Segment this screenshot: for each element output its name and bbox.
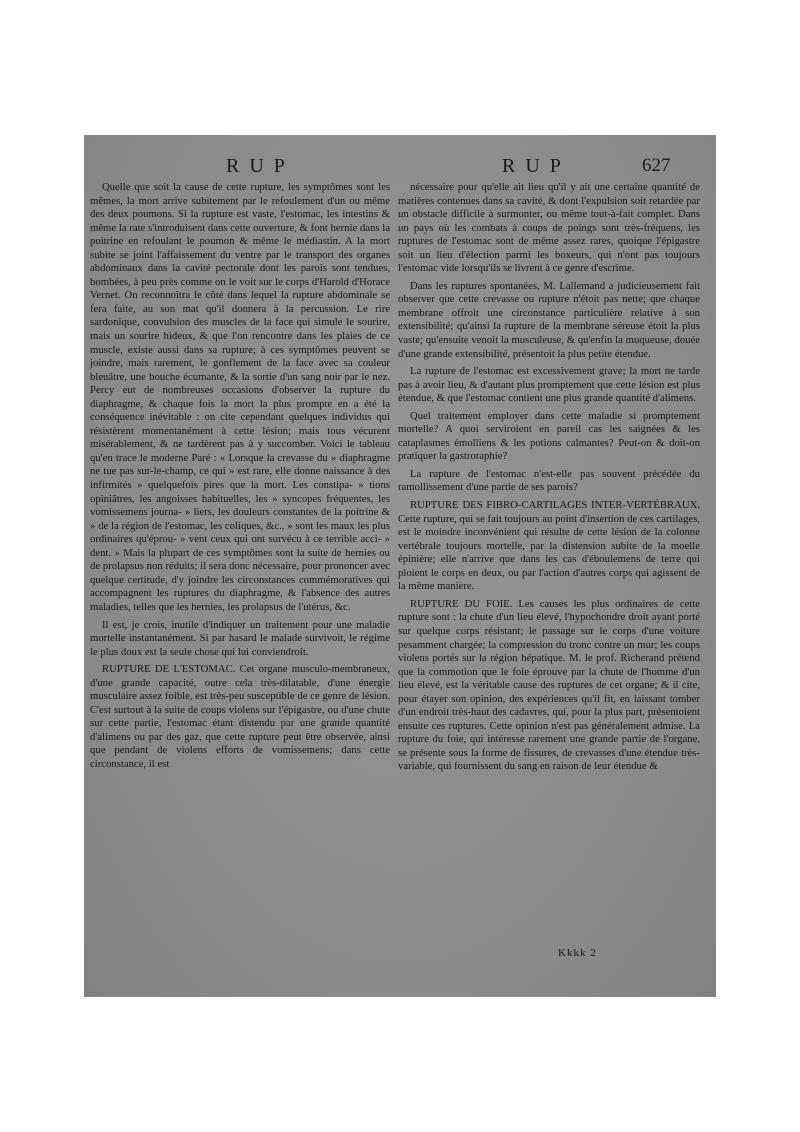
paragraph: La rupture de l'estomac n'est-elle pas souvent précédée du ramollissement d'une partie de ses parois? — [398, 467, 700, 494]
paragraph: La rupture de l'estomac est excessivement grave; la mort ne tarde pas à avoir lieu, & d'autant plus promptement que cette lésion est plus étendue, & que l'estomac contient une plus grande quantité d'alimens. — [398, 365, 700, 405]
paragraph: RUPTURE DE L'ESTOMAC. Cet organe musculo-membraneux, d'une grande capacité, outre cela très-dilatable, d'une énergie musculaire assez foible, est très-peu susceptible de ce genre de lésion. C'est surtout à la suite de coups violens sur l'épigastre, ou d'une chute sur cette partie, l'estomac étant distendu par une grande quantité d'alimens ou par des gaz, que cette rupture peut être observée, ainsi que pendant de violens efforts de vomissemens; dans cette circonstance, il est — [90, 663, 390, 770]
paragraph: Il est, je crois, inutile d'indiquer un traitement pour une maladie mortelle instantanément. Si par hasard le malade survivoit, le régime le plus doux est la seule chose qui lui conviendroit. — [90, 618, 390, 658]
paragraph: RUPTURE DES FIBRO-CARTILAGES INTER-VERTÉBRAUX. Cette rupture, qui se fait toujours au point d'insertion de ces cartilages, est le moindre inconvénient qui résulte de cette lésion de la colonne vertébrale toujours mortelle, par la distension subite de la moelle épinière; elle n'arrive que dans les cas d'éboulemens de terre qui ploient le corps en deux, ou par l'action d'autres corps qui agissent de la même manière. — [398, 499, 700, 593]
scanned-page — [84, 135, 716, 997]
running-head-right: RUP — [502, 155, 571, 177]
paragraph: Quel traitement employer dans cette maladie si promptement mortelle? A quoi serviroient en pareil cas les saignées & les cataplasmes émolliens & les potions calmantes? Peut-on & doit-on pratiquer la gastroraphie? — [398, 409, 700, 463]
page-number: 627 — [642, 155, 671, 176]
signature-mark: Kkkk 2 — [558, 947, 597, 959]
left-column — [90, 181, 390, 776]
right-column — [398, 181, 700, 778]
running-head-left: RUP — [226, 155, 295, 177]
paragraph: nécessaire pour qu'elle ait lieu qu'il y ait une certaine quantité de matières contenues dans sa cavité, & dont l'expulsion soit retardée par un obstacle difficile à surmonter, ou même tout-à-fait complet. Dans un pays où les combats à coups de poings sont très-fréquens, les ruptures de l'estomac sont de même assez rares, quoique l'épigastre soit un lieu d'élection parmi les boxeurs, qui n'ont pas toujours l'estomac vide lorsqu'ils se livrent à ce genre d'escrime. — [398, 181, 700, 275]
paragraph: RUPTURE DU FOIE. Les causes les plus ordinaires de cette rupture sont : la chute d'un lieu élevé, l'hypochondre droit ayant porté sur quelque corps résistant; le passage sur le corps d'une voiture pesamment chargée; la compression du tronc contre un mur; les coups violens portés sur la région hépatique. M. le prof. Richerand prétend que la commotion que le foie éprouve par la chute de l'homme d'un lieu élevé, est la véritable cause des ruptures de cet organe; & il cite, pour étayer son opinion, des expériences qu'il fit, en laissant tomber d'un endroit très-haut des cadavres, qui, pour la plus part, présentoient ensuite ces ruptures. Cette opinion n'est pas généralement admise. La rupture du foie, qui intéresse rarement une grande partie de l'organe, se présente sous la forme de fissures, de crevasses d'une étendue très-variable, qui fournissent du sang en raison de leur étendue & — [398, 597, 700, 773]
paragraph: Quelle que soit la cause de cette rupture, les symptômes sont les mêmes, la mort arrive subitement par le refoulement d'un ou même des deux poumons. Si la rupture est vaste, l'estomac, les intestins & même la rate s'introduisent dans cette ouverture, & font hernie dans la poitrine en refoulant le poumon & même le médiastin. A la mort subite se joint l'affaissement du ventre par le transport des organes abdominaux dans la cavité pectorale dont les parois sont tendues, bombées, à peu près comme on le voit sur le corps d'Harold d'Horace Vernet. On reconnoîtra le côté dans lequel la rupture abdominale se fera faite, au son mat qu'il donnera à la percussion. Le rire sardonique, convulsion des muscles de la face qui simule le sourire, mais un sourire hideux, & que l'on rencontre dans les plaies de ce muscle, existe aussi dans sa rupture; à ces symptômes peuvent se joindre, mais rarement, le gonflement de la face avec sa couleur bleuâtre, une bouche écumante, & la sortie d'un sang noir par le nez. Percy eut de nombreuses occasions d'observer la rupture du diaphragme, & chaque fois la mort la plus prompte en a été la conséquence inévitable : on cite cependant quelques individus qui résistèrent momentanément à cette lésion; mais tous vécurent misérablement, & ne tardèrent pas à y succomber. Voici le tableau qu'en trace le moderne Paré : « Lorsque la crevasse du » diaphragme ne tue pas sur-le-champ, ce qui » est rare, elle donne naissance à des infirmités » quelquefois pires que la mort. Les constipa- » tions opiniâtres, les angoisses habituelles, les » syncopes fréquentes, les vomissemens journa- » liers, les douleurs constantes de la poitrine & » de la région de l'estomac, les coliques, &c., » sont les maux les plus ordinaires qu'éprou- » vent ceux qui ont survécu à ce terrible acci- » dent. » Mais la plupart de ces symptômes sont la suite de hernies ou de prolapsus non réduits; il sera donc nécessaire, pour prononcer avec quelque certitude, d'y joindre les circonstances commémoratives qui accompagnent les ruptures du diaphragme, & l'absence des autres maladies, telles que les hernies, les prolapsus de l'utérus, &c. — [90, 181, 390, 613]
paragraph: Dans les ruptures spontanées, M. Lallemand a judicieusement fait observer que cette crevasse ou rupture n'étoit pas nette; que chaque membrane offroit une circonstance particulière relative à son extensibilité; qu'ainsi la rupture de la membrane séreuse étoit la plus vaste; qu'ensuite venoit la musculeuse, & qu'enfin la muqueuse, douée d'une grande extensibilité, présentoit la plus petite étendue. — [398, 279, 700, 360]
